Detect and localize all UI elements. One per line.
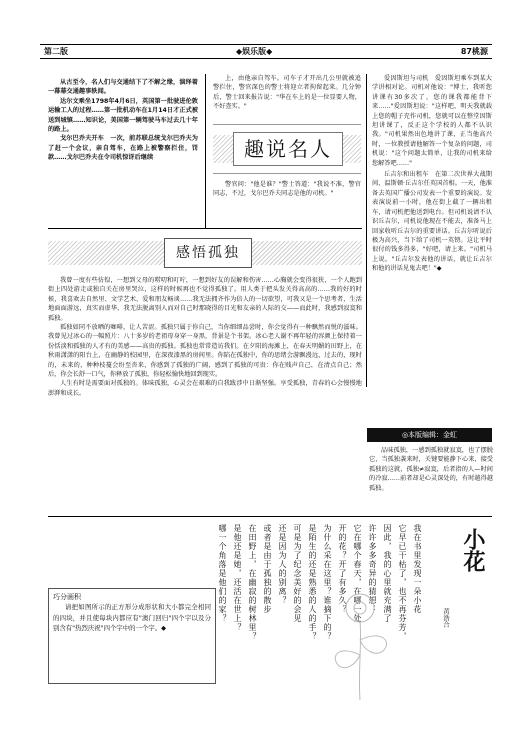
column-divider [205,74,206,229]
essay-body [48,276,362,398]
poem-line: 可是为了纪念美好的会见 [293,524,302,623]
article-col2-top [213,74,361,112]
paragraph: 戈尔巴乔夫开车 一次，前苏联总统戈尔巴乔夫为了赶一个会议，亲自驾车，在路上被警察拦住，罚款……戈尔巴乔夫在令司机惊讶后继续 [48,135,198,162]
feature-title: 趣说名人 [233,132,343,166]
poem-line: 许许多多奇异的猜想： [368,524,377,614]
paragraph: 孤独如同不放晒的咖啡，让人苦涩。孤独只属于你自己，当你细细品尝时，你会觉得有一种飘然而悦的滋味。我曾见过冰心的一幅照片：八十多岁的老祖母身穿一身黑，背景是个书架。冰心老人谢不再年轻的容颜上保持着一份恬淡和孤独的人才有的美感——高贵的孤独。孤独也常常造访我们。在夕阳的海滩上，在春天明媚的田野上，在秋雨潇潇的阳台上，在幽静的校园里，在深夜漆黑的房间里。你陷在孤独中，你的思绪会游飘漫远，过去的，现时的，未来的，种种枝蔓会纷至沓来，你感到了孤独的广阔，感到了孤独的可贵：你在贱声自己，在清点自己；然后，你会长舒一口气，你释放了孤独，你轻松愉快地回到现实。 [48,324,362,379]
paragraph: 品味孤独，一感到孤独就寂寞，也了摆脱它，当孤独袭来时，关键要能静下心来，接受孤独的这就，孤独≠寂寞，后者指的人—时间的冷寂……前者却是心灵深处的，有时越得越孤独。 [369,447,493,492]
editor-note [369,446,493,493]
article-col3 [372,74,492,274]
paragraph: 人生有时是需要面对孤独的。体味孤独，心灵会在艰难的自我跋涉中日渐坚强。享受孤独，青春的心会慢慢地澎湃和成长。 [48,380,362,397]
essay-title: 感悟孤独 [164,238,252,268]
puzzle-title: 巧分画积 [53,593,81,601]
paragraph: 上，由他亲自驾车。司车子才开出几公里就被追警拦住，警官深色的警士将迎立者拘留起来。几分钟后，警士回来报告说："华在车上的是一位显要人物，不好查实。" [213,75,361,111]
essay-title-banner [48,238,362,268]
page-number-label: 第二版 [44,47,68,56]
paragraph: 请把如图所示的正方形分成形状和大小都完全相同的四块，并且使每块内都应有"澳门回归"四个字以及分别含有"热烈庆祝"四个字中的一个字。◆ [53,603,211,632]
article-col2-bottom [213,180,361,199]
feature-title-banner [213,124,361,174]
poem-line: 或者是由于孤独的散步 [263,524,272,614]
page-header [40,44,492,59]
poem-line: 我在书里发现一朵小花 [413,524,422,614]
paragraph: 丘吉尔和出租车 在第二次世界大战期间，温斯顿·丘吉尔任英国首相。一天，他准备去英国广播公司发表一个重要的演说。发表演说前一小时，他在街上截了一辆出租车，请司机把他送到电台。但司机说请不认识丘吉尔，司机说他现在不能去，准备马上回家收听丘吉尔的重要讲话。丘吉尔听说后极为高兴，当下给了司机一英镑。这让平时很付的钱多得多，"好吧，请上来。"司机马上说，"丘吉尔发表他的讲话，就让丘吉尔和他的讲话见鬼去吧！"◆ [372,171,492,273]
essay-top-rule [48,228,362,229]
paragraph: 警官问："他是谁？"警士答道："我说不准，警官同志，不过，戈尔巴乔夫同志是他的司机。" [213,181,361,198]
poem-author: 黄浩合 [442,608,450,628]
puzzle-box [48,588,216,684]
poem-line: 在田野上，在幽寂的树林里？ [248,524,257,641]
poem-line: 哪一个角落是他们的家？ [218,524,227,623]
poem-line: 是陌生的还是熟悉的人的手？ [308,524,317,641]
poem-line: 因此，我的心里就充满了 [383,524,392,623]
poem-line: 它早已干枯了，也不再芬芳， [398,524,407,641]
section-label: ◆娱乐版◆ [236,47,273,56]
paragraph: 达尔文乘坐1798年4月6日，英国第一批驶进伦敦运输工人的过程……第一批机动车在1月14日才正式被送到城镇……知识论，美国第一辆驾驶马车过去几十年的路上。 [48,97,198,134]
puzzle-text [53,602,211,634]
poem-line: 是他还是她，还活在世上？ [233,524,242,632]
flower-illustration [300,560,420,710]
paragraph: 我曾一度有些彷徨，一想到父母的唠叨和叮咛，一想到好友的误解和伤害……心胸就会变得很狭，一个人跑到街上四处游走或独自关在房里哭泣，这样的时候再也不觉得孤独了。用人类于把头发关得高高的……我的好的时候，我喜欢去自然里、文学艺术、爱和朋友畅谈……我无法拥齐作为倍人的一切欲望，可我又是一个思考者，生活地面面游远，真实而虚华，我无法脱离别人而对自己时那晓得的目光和友亲的人际的交——而此时，我感到寂寞和孤独。 [48,277,362,322]
editor-credit: ◎本版编辑：金虹 [367,428,492,442]
paper-name: 87桃源 [460,47,488,56]
poem-line: 它在哪个春天，在哪一处 [353,524,362,623]
poem-line: 还是因为人的别离？ [278,524,287,605]
column-divider [366,74,367,387]
poem-line: 为什么采在这里？谁摘下的？ [323,524,332,641]
poem-title: 小花 [460,528,486,572]
section-rule [48,516,492,517]
paragraph: 从古至今，名人们与交通结下了不解之缘，演绎着一幕幕交通趣事轶闻。 [48,79,198,96]
poem-line: 开的花？开了有多久？ [338,524,347,614]
article-col1 [48,78,198,163]
paragraph: 爱因斯坦与司机 爱因斯坦乘车到某大学讲相对论。司机对他说："博士，我听您讲课有30多次了，您的课我都能背下来……"爱因斯坦说："这样吧，明天我就载上您的帽子充作司机，您就可以在整堂因斯坦讲课了，反正这个学校的人都不认识我。"司机果然出色地讲了课，正当他高兴时，一位教授请他解答一个复杂的问题，司机说："这个问题太简单，让我的司机来给您解答吧……" [372,75,492,167]
